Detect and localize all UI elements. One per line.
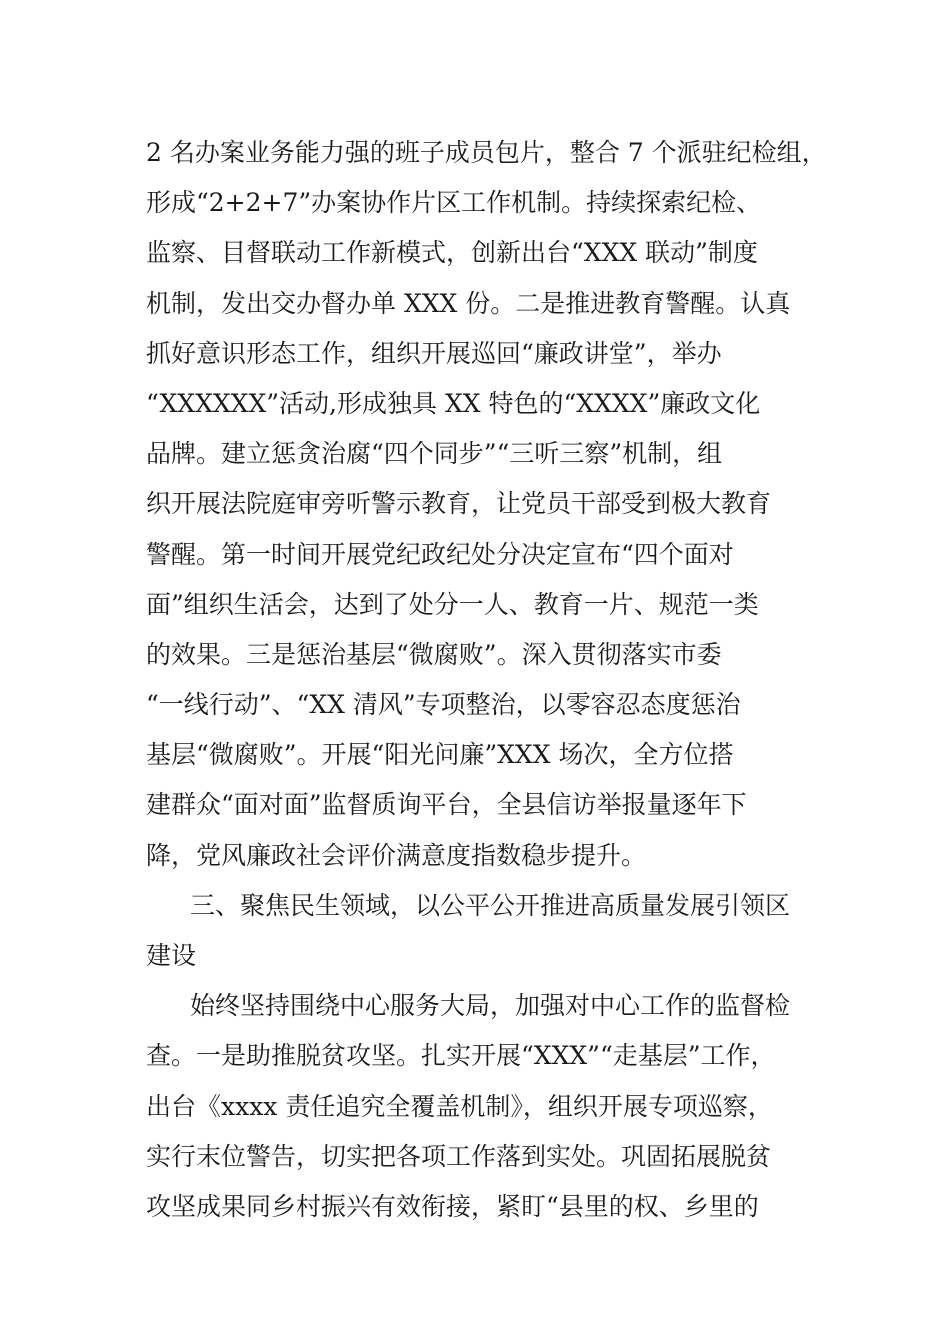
text-line: “XXXXXX”活动,形成独具 XX 特色的“XXXX”廉政文化 (146, 388, 761, 418)
text-line: 攻坚成果同乡村振兴有效衔接，紧盯“县里的权、乡里的 (146, 1191, 759, 1221)
text-line: 品牌。建立惩贪治腐“四个同步”“三听三察”机制，组 (146, 439, 723, 469)
text-line: 查。一是助推脱贫攻坚。扎实开展“XXX”“走基层”工作， (146, 1041, 776, 1071)
section-heading-3 (146, 881, 814, 981)
text-line: 2 名办案业务能力强的班子成员包片，整合 7 个派驻纪检组， (146, 138, 827, 167)
text-line: 抓好意识形态工作，组织开展巡回“廉政讲堂”，举办 (146, 338, 722, 368)
text-line: 警醒。第一时间开展党纪政纪处分决定宣布“四个面对 (146, 539, 734, 569)
text-line: 形成“2+2+7”办案协作片区工作机制。持续探索纪检、 (146, 188, 762, 218)
text-line: 监察、目督联动工作新模式，创新出台“XXX 联动”制度 (146, 238, 758, 268)
text-line: “一线行动”、“XX 清风”专项整治，以零容忍态度惩治 (146, 690, 741, 720)
text-line: 机制，发出交办督办单 XXX 份。二是推进教育警醒。认真 (146, 288, 791, 318)
text-line: 建群众“面对面”监督质询平台，全县信访举报量逐年下 (146, 790, 747, 820)
text-line: 基层“微腐败”。开展“阳光问廉”XXX 场次，全方位搭 (146, 740, 734, 770)
heading-line: 三、聚焦民生领域，以公平公开推进高质量发展引领区 (190, 890, 791, 920)
paragraph-supervision-education (146, 128, 827, 881)
text-line: 出台《xxxx 责任追究全覆盖机制》，组织开展专项巡察， (146, 1091, 773, 1121)
paragraph-livelihood (146, 981, 814, 1232)
text-line: 织开展法院庭审旁听警示教育，让党员干部受到极大教育 (146, 489, 772, 519)
text-line: 的效果。三是惩治基层“微腐败”。深入贯彻落实市委 (146, 639, 722, 669)
text-line: 始终坚持围绕中心服务大局，加强对中心工作的监督检 (190, 991, 791, 1021)
text-line: 降，党风廉政社会评价满意度指数稳步提升。 (146, 840, 647, 870)
document-body (146, 128, 827, 1232)
text-line: 实行末位警告，切实把各项工作落到实处。巩固拓展脱贫 (146, 1141, 772, 1171)
heading-line: 建设 (146, 941, 197, 970)
text-line: 面”组织生活会，达到了处分一人、教育一片、规范一类 (146, 589, 759, 619)
